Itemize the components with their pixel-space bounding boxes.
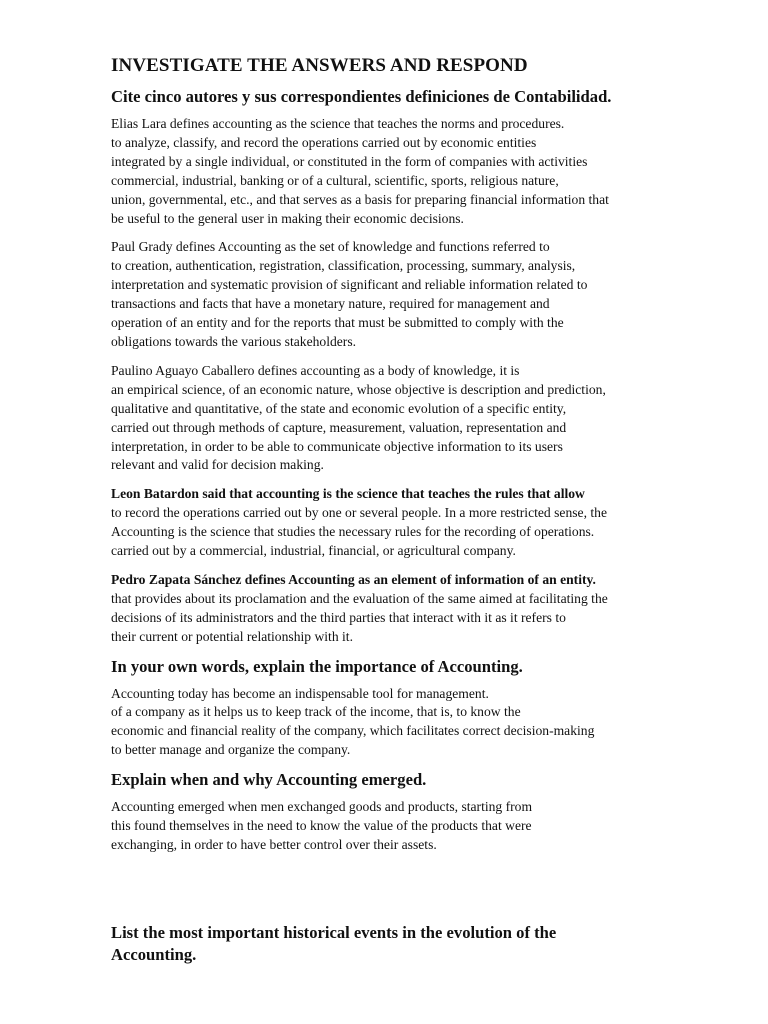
section-heading-importance: In your own words, explain the importance of Accounting. [111,656,523,676]
text-line: their current or potential relationship with it. [111,628,353,644]
text-line: to better manage and organize the company. [111,742,351,758]
heading-line: List the most important historical events in the evolution of the [111,922,557,942]
paragraph-leon-batardon [111,485,668,561]
text-line: interpretation, in order to be able to communicate objective information to its users [111,438,563,454]
paragraph-importance [111,685,668,761]
text-line: qualitative and quantitative, of the state and economic evolution of a specific entity, [111,400,567,416]
text-line: exchanging, in order to have better control over their assets. [111,837,437,852]
text-line: to record the operations carried out by one or several people. In a more restricted sense, the [111,505,607,521]
section-heading-historical-events [111,922,668,966]
paragraph-pedro-zapata [111,571,668,647]
text-line: Elias Lara defines accounting as the science that teaches the norms and procedures. [111,116,565,131]
section-heading-authors: Cite cinco autores y sus correspondientes definiciones de Contabilidad. [111,87,612,106]
text-line: be useful to the general user in making their economic decisions. [111,210,464,226]
text-line: carried out through methods of capture, measurement, valuation, representation and [111,419,567,435]
paragraph-elias-lara [111,115,668,228]
text-line: to creation, authentication, registration, classification, processing, summary, analysis, [111,258,576,274]
document-title: INVESTIGATE THE ANSWERS AND RESPOND [111,55,528,76]
text-line-bold: Leon Batardon said that accounting is the science that teaches the rules that allow [111,486,585,502]
text-line: Paul Grady defines Accounting as the set of knowledge and functions referred to [111,239,550,255]
text-line: Accounting is the science that studies the necessary rules for the recording of operations. [111,524,595,540]
text-line: this found themselves in the need to know the value of the products that were [111,818,532,834]
text-line: to analyze, classify, and record the operations carried out by economic entities [111,134,537,150]
blank-space [111,865,668,920]
text-line-bold: Pedro Zapata Sánchez defines Accounting as an element of information of an entity. [111,571,596,587]
text-line: of a company as it helps us to keep track of the income, that is, to know the [111,704,521,720]
paragraph-paulino-aguayo [111,362,668,475]
text-line: carried out by a commercial, industrial, financial, or agricultural company. [111,543,516,559]
text-line: Paulino Aguayo Caballero defines accounting as a body of knowledge, it is [111,362,520,378]
text-line: that provides about its proclamation and the evaluation of the same aimed at facilitating the [111,590,608,606]
section-heading-emergence: Explain when and why Accounting emerged. [111,770,427,790]
text-line: obligations towards the various stakeholders. [111,333,357,349]
paragraph-paul-grady [111,238,668,351]
text-line: interpretation and systematic provision of significant and reliable information related to [111,277,588,293]
text-line: transactions and facts that have a monetary nature, required for management and [111,296,550,312]
text-line: an empirical science, of an economic nature, whose objective is description and prediction, [111,381,606,397]
text-line: commercial, industrial, banking or of a cultural, scientific, sports, religious nature, [111,172,559,188]
text-line: operation of an entity and for the reports that must be submitted to comply with the [111,315,564,331]
text-line: integrated by a single individual, or constituted in the form of companies with activities [111,153,588,169]
text-line: Accounting today has become an indispensable tool for management. [111,685,489,701]
heading-line: Accounting. [111,944,197,964]
text-line: Accounting emerged when men exchanged goods and products, starting from [111,799,533,815]
paragraph-emergence [111,798,668,855]
text-line: economic and financial reality of the company, which facilitates correct decision-making [111,723,595,739]
text-line: relevant and valid for decision making. [111,457,324,473]
text-line: union, governmental, etc., and that serves as a basis for preparing financial information that [111,191,609,207]
text-line: decisions of its administrators and the third parties that interact with it as it refers to [111,609,566,625]
